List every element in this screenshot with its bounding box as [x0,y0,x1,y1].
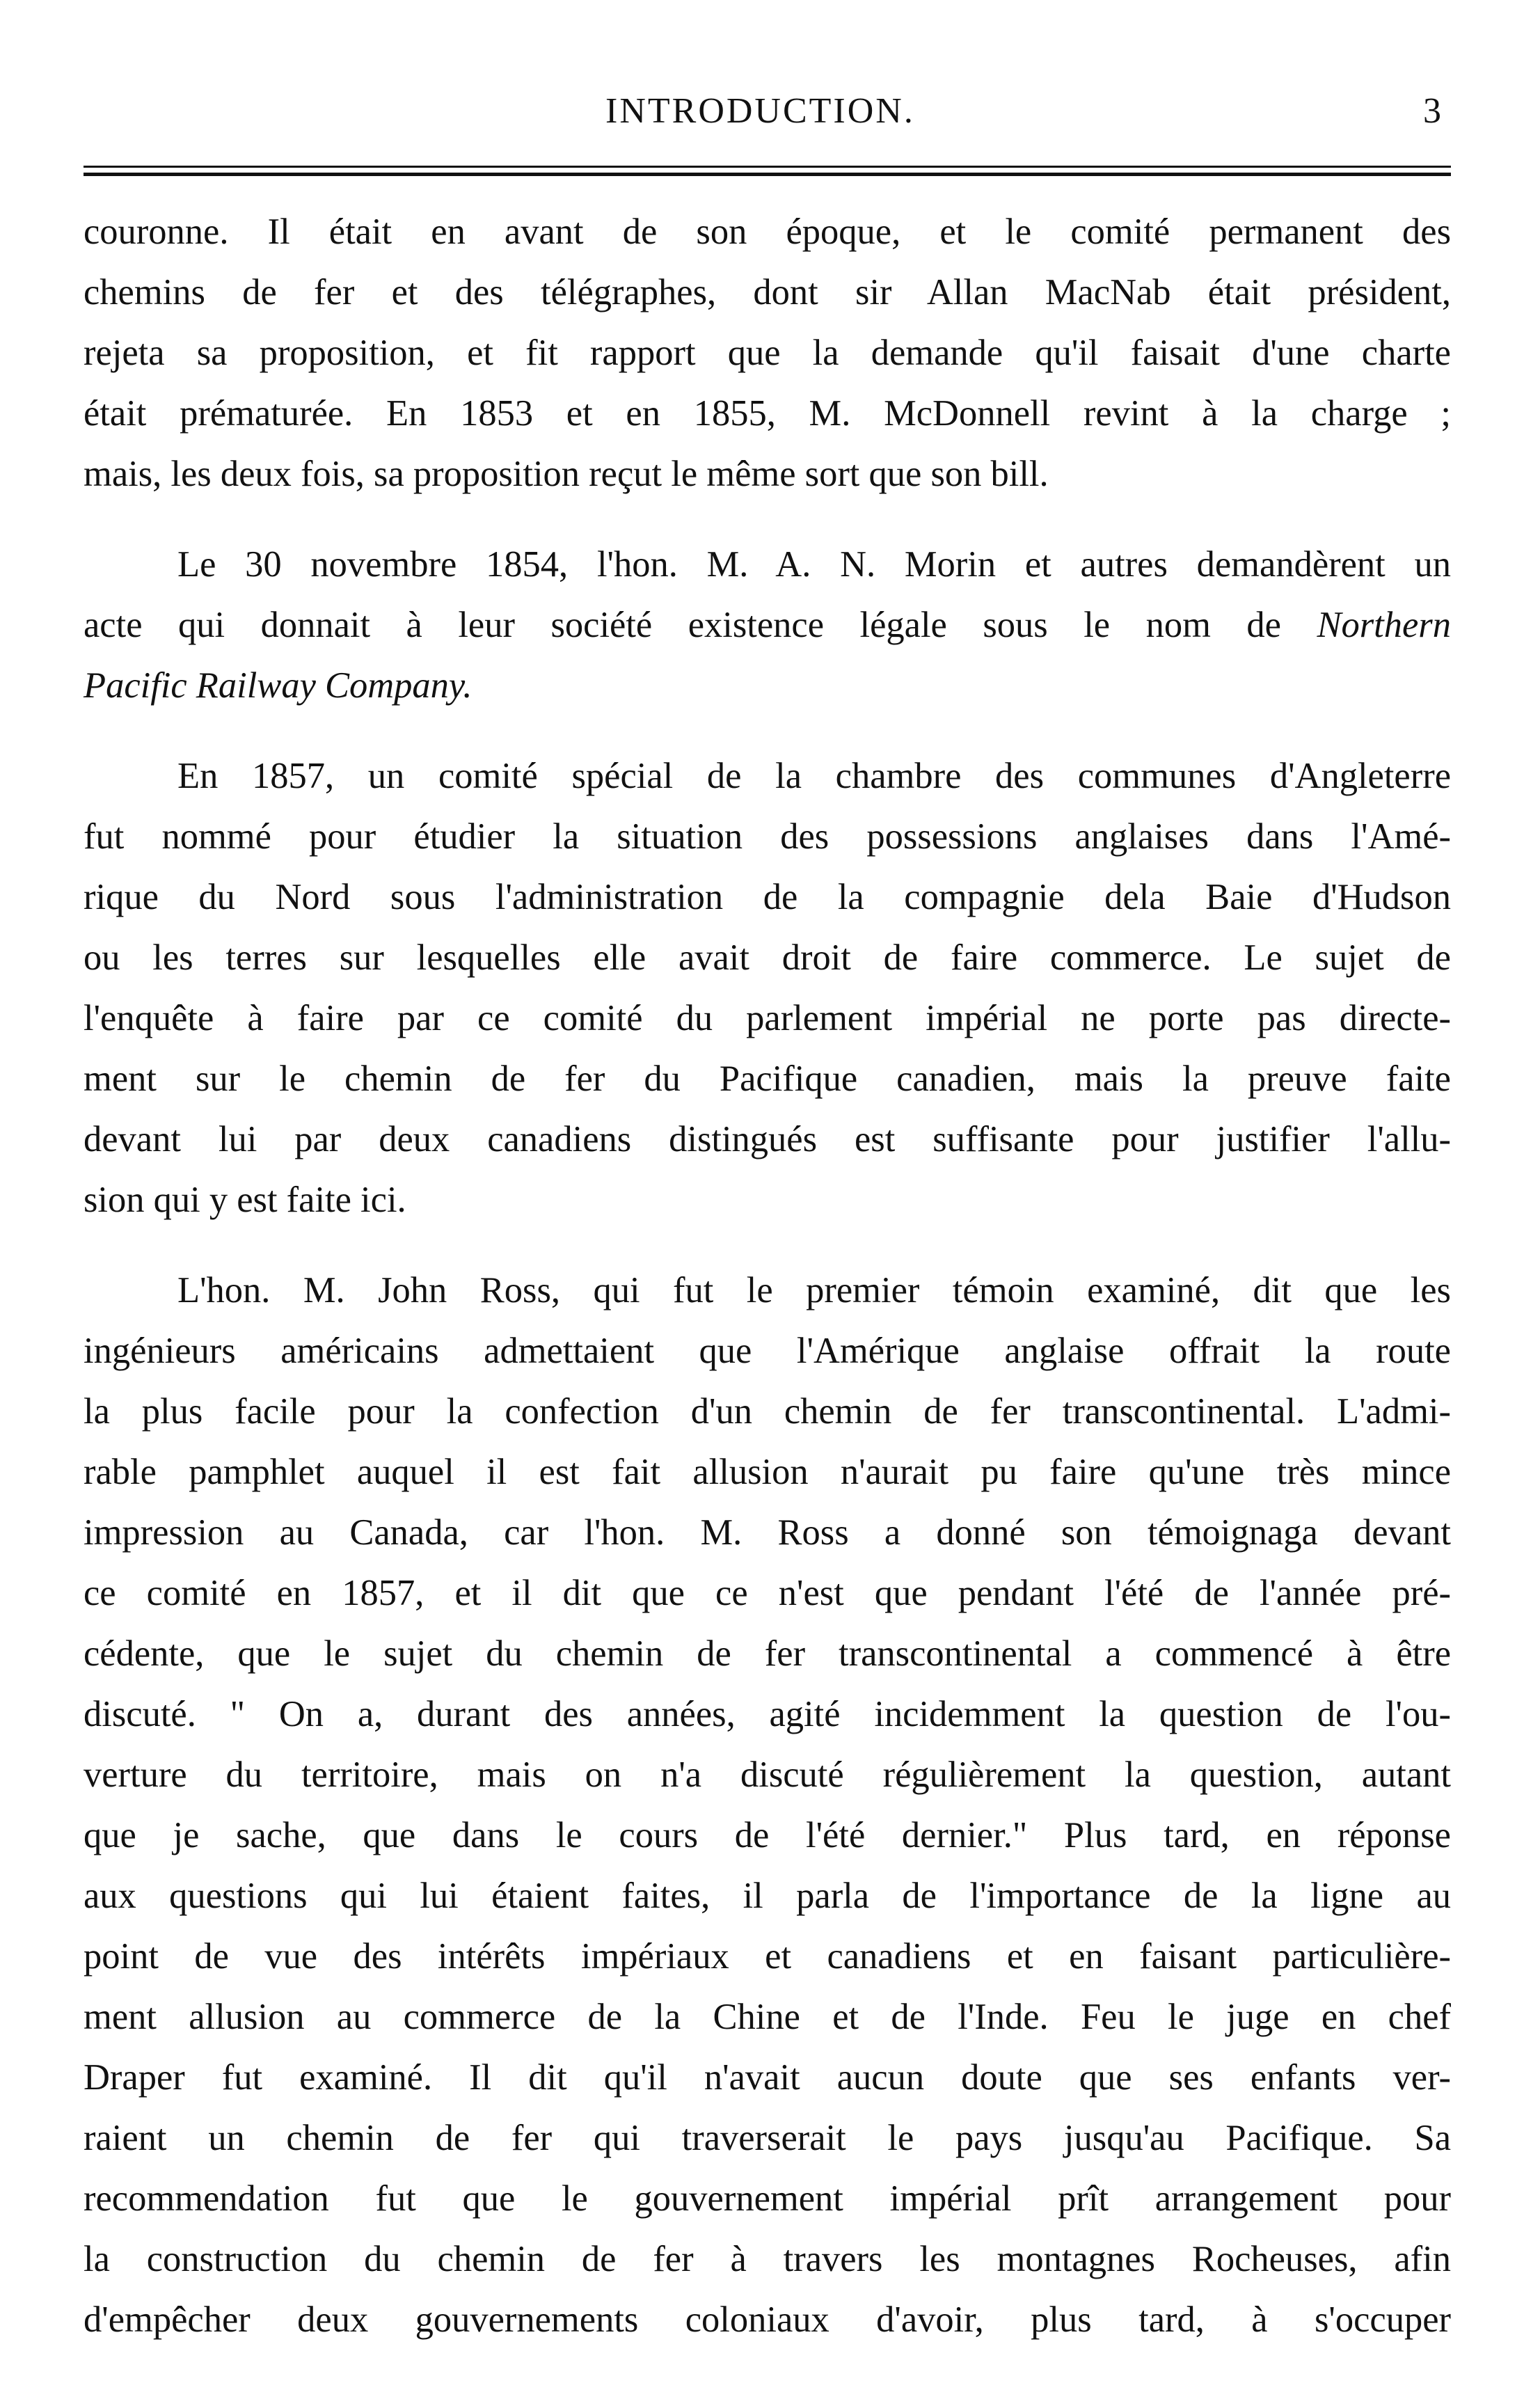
text-line: verture du territoire, mais on n'a discuté régulièrement la question, autant [84,1755,1451,1795]
paragraph [84,746,1451,1230]
text-line: que je sache, que dans le cours de l'été dernier." Plus tard, en réponse [84,1815,1451,1855]
header-rule-thin [84,166,1451,168]
text-line: chemins de fer et des télégraphes, dont sir Allan MacNab était président, [84,272,1451,312]
text-line: En 1857, un comité spécial de la chambre des communes d'Angleterre [177,756,1451,796]
text-line: raient un chemin de fer qui traverserait le pays jusqu'au Pacifique. Sa [84,2118,1451,2158]
text-line: rique du Nord sous l'administration de la compagnie dela Baie d'Hudson [84,877,1451,917]
text-line: L'hon. M. John Ross, qui fut le premier témoin examiné, dit que les [177,1270,1451,1311]
text-line: ingénieurs américains admettaient que l'Amérique anglaise offrait la route [84,1331,1451,1371]
paragraph [84,1260,1451,2350]
text-line: rable pamphlet auquel il est fait allusion n'aurait pu faire qu'une très mince [84,1452,1451,1492]
text-line: devant lui par deux canadiens distingués est suffisante pour justifier l'allu- [84,1119,1451,1159]
text-line: la construction du chemin de fer à travers les montagnes Rocheuses, afin [84,2239,1451,2279]
text-line [84,656,1451,716]
text-line: ce comité en 1857, et il dit que ce n'est que pendant l'été de l'année pré- [84,1573,1451,1613]
text-line: impression au Canada, car l'hon. M. Ross a donné son témoignaga devant [84,1512,1451,1553]
text-line: ment allusion au commerce de la Chine et de l'Inde. Feu le juge en chef [84,1997,1451,2037]
page-number: 3 [1423,91,1441,131]
text-line: recommendation fut que le gouvernement impérial prît arrangement pour [84,2178,1451,2219]
paragraph [84,535,1451,716]
text-line: discuté. " On a, durant des années, agité incidemment la question de l'ou- [84,1694,1451,1734]
text-line: d'empêcher deux gouvernements coloniaux d'avoir, plus tard, à s'occuper [84,2299,1451,2340]
text-line: rejeta sa proposition, et fit rapport que la demande qu'il faisait d'une charte [84,333,1451,373]
text-line [84,595,1451,656]
text-line: point de vue des intérêts impériaux et canadiens et en faisant particulière- [84,1936,1451,1977]
text-line: cédente, que le sujet du chemin de fer transcontinental a commencé à être [84,1633,1451,1674]
text-line: mais, les deux fois, sa proposition reçut le même sort que son bill. [84,454,1049,494]
running-title: INTRODUCTION. [605,91,915,131]
header-rule-thick [84,173,1451,176]
text-line-part: acte qui donnait à leur société existence légale sous le nom de [84,605,1317,645]
text-line: aux questions qui lui étaient faites, il parla de l'importance de la ligne au [84,1876,1451,1916]
running-head [0,90,1540,146]
body-text [84,202,1451,2350]
text-line: ment sur le chemin de fer du Pacifique canadien, mais la preuve faite [84,1059,1451,1099]
text-line: la plus facile pour la confection d'un chemin de fer transcontinental. L'admi- [84,1391,1451,1432]
company-name-italic: Pacific Railway Company. [84,665,473,706]
text-line: couronne. Il était en avant de son époque, et le comité permanent des [84,212,1451,252]
text-line: fut nommé pour étudier la situation des possessions anglaises dans l'Amé- [84,816,1451,857]
text-line: ou les terres sur lesquelles elle avait droit de faire commerce. Le sujet de [84,937,1451,978]
text-line: était prématurée. En 1853 et en 1855, M. McDonnell revint à la charge ; [84,393,1451,434]
text-line: Le 30 novembre 1854, l'hon. M. A. N. Morin et autres demandèrent un [177,544,1451,585]
text-line: Draper fut examiné. Il dit qu'il n'avait aucun doute que ses enfants ver- [84,2057,1451,2098]
text-line: sion qui y est faite ici. [84,1180,406,1220]
paragraph [84,202,1451,505]
text-line: l'enquête à faire par ce comité du parlement impérial ne porte pas directe- [84,998,1451,1038]
company-name-italic: Northern [1317,605,1451,645]
